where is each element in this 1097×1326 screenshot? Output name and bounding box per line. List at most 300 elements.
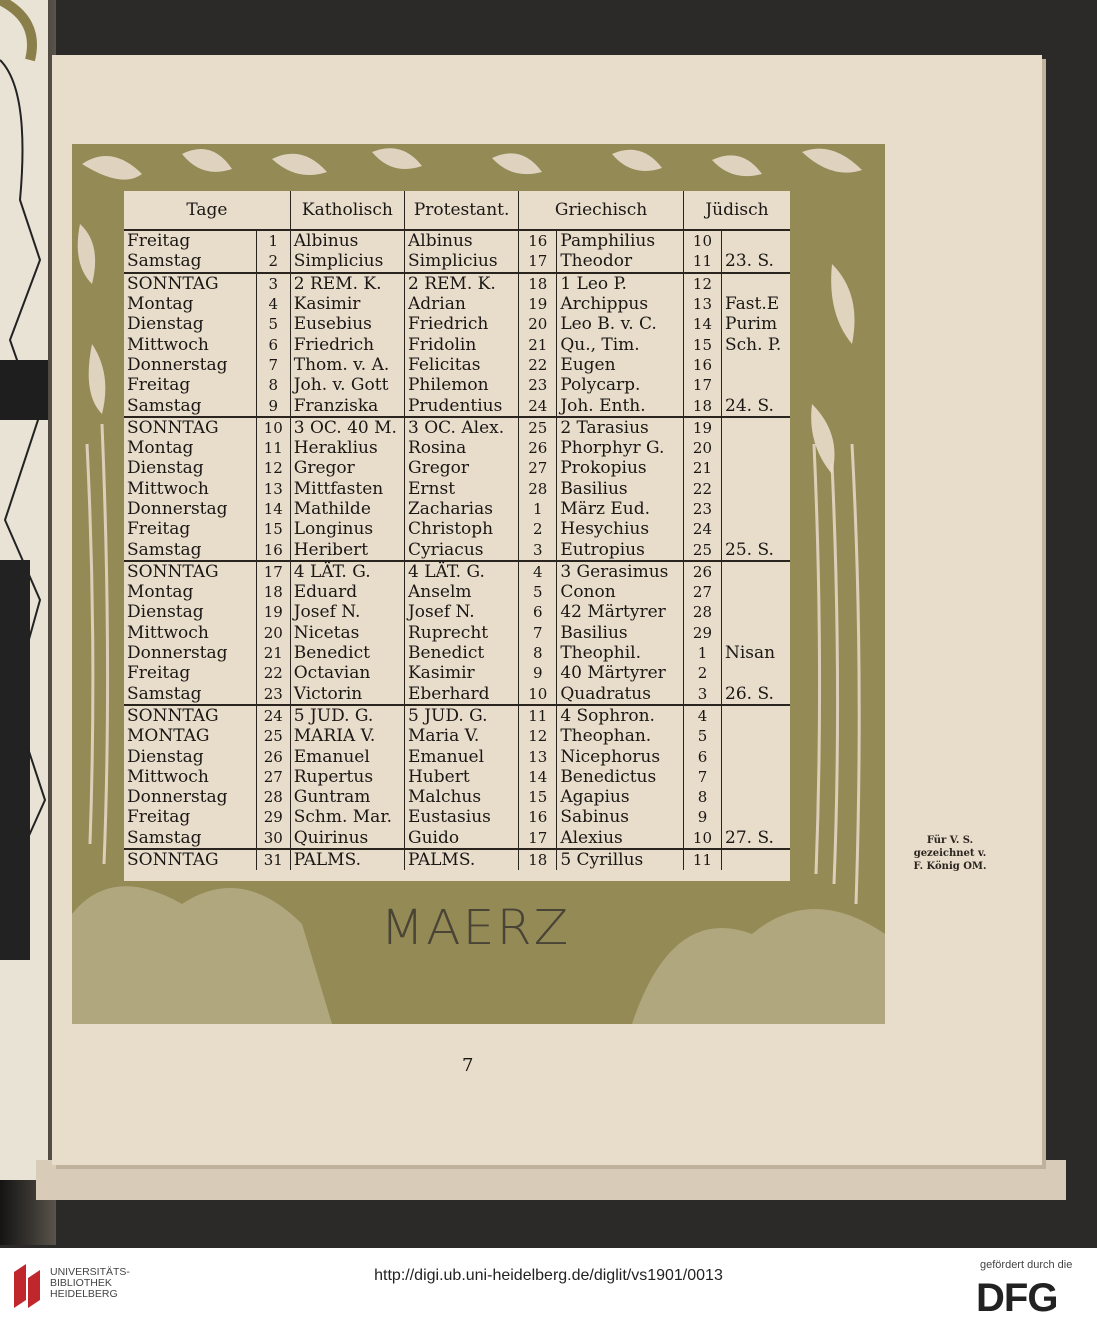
jewish-note [722, 273, 791, 294]
calendar-row [124, 417, 790, 438]
jewish-date: 21 [683, 458, 721, 478]
day-name: Samstag [127, 539, 202, 560]
credit-line: gezeichnet v. [913, 848, 987, 859]
library-name-line: UNIVERSITÄTS- [50, 1266, 130, 1278]
greek-saint: Theophan. [557, 726, 684, 746]
jewish-date: 6 [683, 746, 721, 766]
jewish-date: 26 [683, 561, 721, 582]
protestant-saint: Rosina [404, 438, 518, 458]
library-name-line: BIBLIOTHEK [50, 1277, 112, 1289]
greek-saint: Pamphilius [557, 230, 684, 251]
jewish-date: 2 [683, 663, 721, 683]
catholic-saint: Kasimir [290, 294, 404, 314]
protestant-saint: Albinus [404, 230, 518, 251]
jewish-note [722, 767, 791, 787]
day-name: Freitag [127, 807, 191, 828]
day-name: Freitag [127, 519, 191, 540]
greek-saint: 1 Leo P. [557, 273, 684, 294]
day-name: SONNTAG [124, 849, 256, 870]
catholic-saint: Victorin [290, 684, 404, 705]
calendar-row [124, 623, 790, 643]
calendar-row [124, 767, 790, 787]
greek-saint: Theophil. [557, 643, 684, 663]
day-number: 13 [256, 479, 290, 499]
jewish-date: 1 [683, 643, 721, 663]
protestant-saint: Eberhard [404, 684, 518, 705]
greek-saint: 3 Gerasimus [557, 561, 684, 582]
greek-date: 12 [519, 726, 557, 746]
protestant-saint: Ernst [404, 479, 518, 499]
day-name: SONNTAG [124, 273, 256, 294]
protestant-saint: Guido [404, 828, 518, 849]
catholic-saint: Eduard [290, 582, 404, 602]
day-number: 26 [256, 746, 290, 766]
calendar-row [124, 273, 790, 294]
greek-saint: Conon [557, 582, 684, 602]
jewish-note: Sch. P. [722, 334, 791, 354]
calendar-row [124, 539, 790, 560]
catholic-saint: 4 LÄT. G. [290, 561, 404, 582]
greek-saint: Hesychius [557, 519, 684, 539]
jewish-note: Fast.E [722, 294, 791, 314]
day-name: Samstag [127, 251, 202, 272]
calendar-row [124, 479, 790, 499]
day-number: 2 [256, 251, 290, 272]
calendar-row [124, 499, 790, 519]
greek-date: 22 [519, 355, 557, 375]
calendar-row [124, 251, 790, 272]
greek-date: 10 [519, 684, 557, 705]
protestant-saint: Benedict [404, 643, 518, 663]
day-name: Dienstag [127, 602, 204, 623]
day-name: Mittwoch [127, 334, 209, 355]
jewish-date: 28 [683, 602, 721, 622]
greek-saint: Eugen [557, 355, 684, 375]
jewish-note [722, 561, 791, 582]
day-name: Mittwoch [127, 478, 209, 499]
protestant-saint: 3 OC. Alex. [404, 417, 518, 438]
protestant-saint: Adrian [404, 294, 518, 314]
day-name: Freitag [127, 375, 191, 396]
jewish-date: 16 [683, 355, 721, 375]
greek-date: 3 [519, 539, 557, 560]
day-number: 27 [256, 767, 290, 787]
day-name: MONTAG [127, 726, 210, 747]
greek-saint: Sabinus [557, 807, 684, 827]
greek-saint: Agapius [557, 787, 684, 807]
greek-saint: 5 Cyrillus [557, 849, 684, 870]
protestant-saint: Eustasius [404, 807, 518, 827]
library-name-line: HEIDELBERG [50, 1288, 118, 1300]
catholic-saint: Quirinus [290, 828, 404, 849]
greek-date: 5 [519, 582, 557, 602]
catholic-saint: Eusebius [290, 314, 404, 334]
protestant-saint: Christoph [404, 519, 518, 539]
jewish-date: 10 [683, 230, 721, 251]
protestant-saint: Anselm [404, 582, 518, 602]
day-number: 16 [256, 539, 290, 560]
greek-saint: Prokopius [557, 458, 684, 478]
jewish-date: 19 [683, 417, 721, 438]
facing-page-edge [0, 0, 48, 1180]
calendar-row [124, 438, 790, 458]
greek-saint: Theodor [557, 251, 684, 272]
day-name: Montag [127, 294, 194, 315]
catholic-saint: Octavian [290, 663, 404, 683]
greek-date: 11 [519, 705, 557, 726]
catholic-saint: Simplicius [290, 251, 404, 272]
illustrator-credit [895, 834, 1005, 873]
jewish-note [722, 519, 791, 539]
catholic-saint: Mittfasten [290, 479, 404, 499]
jewish-date: 9 [683, 807, 721, 827]
jewish-date: 29 [683, 623, 721, 643]
greek-saint: 40 Märtyrer [557, 663, 684, 683]
greek-saint: Archippus [557, 294, 684, 314]
jewish-note [722, 849, 791, 870]
greek-date: 25 [519, 417, 557, 438]
greek-date: 1 [519, 499, 557, 519]
greek-saint: Eutropius [557, 539, 684, 560]
catholic-saint: Rupertus [290, 767, 404, 787]
calendar-row [124, 663, 790, 683]
catholic-saint: Thom. v. A. [290, 355, 404, 375]
greek-saint: 4 Sophron. [557, 705, 684, 726]
catholic-saint: Longinus [290, 519, 404, 539]
day-number: 28 [256, 787, 290, 807]
header-greek: Griechisch [519, 191, 684, 230]
jewish-date: 24 [683, 519, 721, 539]
protestant-saint: Malchus [404, 787, 518, 807]
jewish-date: 7 [683, 767, 721, 787]
greek-date: 18 [519, 273, 557, 294]
calendar-body [124, 230, 790, 870]
day-number: 7 [256, 355, 290, 375]
protestant-saint: 4 LÄT. G. [404, 561, 518, 582]
day-name: Freitag [127, 663, 191, 684]
greek-date: 14 [519, 767, 557, 787]
protestant-saint: Zacharias [404, 499, 518, 519]
jewish-date: 17 [683, 375, 721, 395]
jewish-date: 11 [683, 849, 721, 870]
jewish-date: 5 [683, 726, 721, 746]
day-name: Samstag [127, 827, 202, 848]
day-number: 4 [256, 294, 290, 314]
jewish-note: 25. S. [722, 539, 791, 560]
greek-saint: Benedictus [557, 767, 684, 787]
day-number: 19 [256, 602, 290, 622]
jewish-date: 13 [683, 294, 721, 314]
protestant-saint: Josef N. [404, 602, 518, 622]
greek-date: 6 [519, 602, 557, 622]
catholic-saint: 5 JUD. G. [290, 705, 404, 726]
catholic-saint: MARIA V. [290, 726, 404, 746]
catholic-saint: Mathilde [290, 499, 404, 519]
protestant-saint: Cyriacus [404, 539, 518, 560]
calendar-row [124, 807, 790, 827]
greek-saint: Qu., Tim. [557, 334, 684, 354]
catholic-saint: Franziska [290, 395, 404, 416]
protestant-saint: Prudentius [404, 395, 518, 416]
greek-date: 19 [519, 294, 557, 314]
greek-saint: Phorphyr G. [557, 438, 684, 458]
greek-date: 7 [519, 623, 557, 643]
greek-date: 17 [519, 828, 557, 849]
jewish-note: 24. S. [722, 395, 791, 416]
greek-saint: Nicephorus [557, 746, 684, 766]
catholic-saint: Joh. v. Gott [290, 375, 404, 395]
greek-saint: Leo B. v. C. [557, 314, 684, 334]
protestant-saint: Kasimir [404, 663, 518, 683]
catholic-saint: Albinus [290, 230, 404, 251]
calendar-row [124, 458, 790, 478]
calendar-row [124, 787, 790, 807]
jewish-note [722, 602, 791, 622]
jewish-note [722, 663, 791, 683]
day-number: 21 [256, 643, 290, 663]
jewish-date: 20 [683, 438, 721, 458]
calendar-row [124, 705, 790, 726]
catholic-saint: Josef N. [290, 602, 404, 622]
greek-date: 4 [519, 561, 557, 582]
jewish-note [722, 375, 791, 395]
jewish-date: 12 [683, 273, 721, 294]
header-days: Tage [124, 191, 290, 230]
catholic-saint: 2 REM. K. [290, 273, 404, 294]
funding-label: gefördert durch die [980, 1259, 1073, 1271]
jewish-date: 14 [683, 314, 721, 334]
day-name: Mittwoch [127, 766, 209, 787]
jewish-note [722, 582, 791, 602]
jewish-note: 26. S. [722, 684, 791, 705]
day-number: 3 [256, 273, 290, 294]
jewish-date: 11 [683, 251, 721, 272]
day-name: Mittwoch [127, 622, 209, 643]
catholic-saint: 3 OC. 40 M. [290, 417, 404, 438]
greek-date: 2 [519, 519, 557, 539]
day-number: 31 [256, 849, 290, 870]
greek-date: 18 [519, 849, 557, 870]
calendar-row [124, 230, 790, 251]
day-number: 5 [256, 314, 290, 334]
greek-date: 21 [519, 334, 557, 354]
greek-date: 8 [519, 643, 557, 663]
jewish-note [722, 355, 791, 375]
header-jewish: Jüdisch [683, 191, 790, 230]
day-number: 25 [256, 726, 290, 746]
day-number: 20 [256, 623, 290, 643]
credit-line: F. König OM. [913, 861, 987, 872]
calendar-row [124, 582, 790, 602]
calendar-row [124, 519, 790, 539]
protestant-saint: Friedrich [404, 314, 518, 334]
page-number: 7 [462, 1055, 474, 1076]
greek-saint: Polycarp. [557, 375, 684, 395]
protestant-saint: Felicitas [404, 355, 518, 375]
jewish-note [722, 458, 791, 478]
day-name: SONNTAG [124, 705, 256, 726]
day-number: 6 [256, 334, 290, 354]
calendar-row [124, 314, 790, 334]
day-name: SONNTAG [124, 561, 256, 582]
greek-date: 26 [519, 438, 557, 458]
catholic-saint: Schm. Mar. [290, 807, 404, 827]
calendar-row [124, 602, 790, 622]
calendar-row [124, 334, 790, 354]
greek-date: 16 [519, 230, 557, 251]
calendar-row [124, 746, 790, 766]
protestant-saint: Gregor [404, 458, 518, 478]
facing-page-illustration [0, 0, 48, 1180]
page-stack [36, 1160, 1066, 1200]
greek-saint: Basilius [557, 479, 684, 499]
day-number: 12 [256, 458, 290, 478]
catholic-saint: Gregor [290, 458, 404, 478]
jewish-note [722, 807, 791, 827]
day-name: Donnerstag [127, 787, 228, 808]
catholic-saint: Nicetas [290, 623, 404, 643]
jewish-date: 4 [683, 705, 721, 726]
calendar-table [124, 191, 790, 870]
greek-saint: Basilius [557, 623, 684, 643]
calendar-row [124, 643, 790, 663]
protestant-saint: Ruprecht [404, 623, 518, 643]
jewish-note [722, 623, 791, 643]
greek-date: 13 [519, 746, 557, 766]
catholic-saint: Heraklius [290, 438, 404, 458]
credit-line: Für V. S. [926, 835, 974, 846]
jewish-date: 23 [683, 499, 721, 519]
greek-saint: Quadratus [557, 684, 684, 705]
day-name: Dienstag [127, 746, 204, 767]
header-catholic: Katholisch [290, 191, 404, 230]
jewish-date: 18 [683, 395, 721, 416]
day-number: 9 [256, 395, 290, 416]
protestant-saint: Emanuel [404, 746, 518, 766]
protestant-saint: Maria V. [404, 726, 518, 746]
catholic-saint: Emanuel [290, 746, 404, 766]
day-number: 18 [256, 582, 290, 602]
jewish-note: 23. S. [722, 251, 791, 272]
greek-date: 15 [519, 787, 557, 807]
day-number: 24 [256, 705, 290, 726]
day-name: Samstag [127, 395, 202, 416]
calendar-header-row [124, 191, 790, 230]
jewish-note [722, 479, 791, 499]
calendar-row [124, 684, 790, 705]
day-name: Donnerstag [127, 354, 228, 375]
catholic-saint: PALMS. [290, 849, 404, 870]
greek-date: 27 [519, 458, 557, 478]
jewish-note [722, 438, 791, 458]
day-number: 8 [256, 375, 290, 395]
greek-date: 9 [519, 663, 557, 683]
jewish-note [722, 705, 791, 726]
jewish-note: Purim [722, 314, 791, 334]
greek-date: 23 [519, 375, 557, 395]
jewish-note [722, 746, 791, 766]
jewish-note [722, 417, 791, 438]
month-title: MAERZ [380, 900, 571, 956]
day-name: SONNTAG [124, 417, 256, 438]
day-number: 14 [256, 499, 290, 519]
jewish-note [722, 499, 791, 519]
greek-saint: Alexius [557, 828, 684, 849]
day-name: Dienstag [127, 458, 204, 479]
day-number: 29 [256, 807, 290, 827]
jewish-date: 27 [683, 582, 721, 602]
calendar-row [124, 395, 790, 416]
day-number: 30 [256, 828, 290, 849]
jewish-date: 8 [683, 787, 721, 807]
protestant-saint: PALMS. [404, 849, 518, 870]
greek-date: 28 [519, 479, 557, 499]
protestant-saint: Hubert [404, 767, 518, 787]
jewish-note [722, 726, 791, 746]
day-name: Montag [127, 438, 194, 459]
day-name: Freitag [127, 231, 191, 252]
header-protestant: Protestant. [404, 191, 518, 230]
jewish-note: 27. S. [722, 828, 791, 849]
greek-saint: März Eud. [557, 499, 684, 519]
day-number: 10 [256, 417, 290, 438]
day-number: 22 [256, 663, 290, 683]
protestant-saint: Philemon [404, 375, 518, 395]
day-name: Donnerstag [127, 499, 228, 519]
greek-date: 16 [519, 807, 557, 827]
greek-date: 20 [519, 314, 557, 334]
greek-date: 17 [519, 251, 557, 272]
day-name: Montag [127, 582, 194, 603]
protestant-saint: 5 JUD. G. [404, 705, 518, 726]
calendar-row [124, 849, 790, 870]
jewish-date: 22 [683, 479, 721, 499]
jewish-note: Nisan [722, 643, 791, 663]
jewish-note [722, 787, 791, 807]
day-number: 11 [256, 438, 290, 458]
catholic-saint: Guntram [290, 787, 404, 807]
day-name: Dienstag [127, 314, 204, 335]
day-number: 1 [256, 230, 290, 251]
greek-saint: Joh. Enth. [557, 395, 684, 416]
jewish-date: 10 [683, 828, 721, 849]
jewish-date: 3 [683, 684, 721, 705]
greek-saint: 2 Tarasius [557, 417, 684, 438]
protestant-saint: Simplicius [404, 251, 518, 272]
catholic-saint: Friedrich [290, 334, 404, 354]
calendar-row [124, 726, 790, 746]
day-number: 23 [256, 684, 290, 705]
calendar-row [124, 294, 790, 314]
greek-date: 24 [519, 395, 557, 416]
calendar-row [124, 828, 790, 849]
day-name: Donnerstag [127, 643, 228, 664]
jewish-note [722, 230, 791, 251]
protestant-saint: 2 REM. K. [404, 273, 518, 294]
catholic-saint: Benedict [290, 643, 404, 663]
catholic-saint: Heribert [290, 539, 404, 560]
calendar-row [124, 355, 790, 375]
viewer-footer [0, 1248, 1097, 1326]
jewish-date: 15 [683, 334, 721, 354]
day-name: Samstag [127, 683, 202, 704]
calendar-row [124, 375, 790, 395]
permalink-url[interactable]: http://digi.ub.uni-heidelberg.de/diglit/vs1901/0013 [374, 1267, 723, 1284]
day-number: 15 [256, 519, 290, 539]
dfg-logo: DFG [976, 1276, 1058, 1320]
jewish-date: 25 [683, 539, 721, 560]
calendar-row [124, 561, 790, 582]
